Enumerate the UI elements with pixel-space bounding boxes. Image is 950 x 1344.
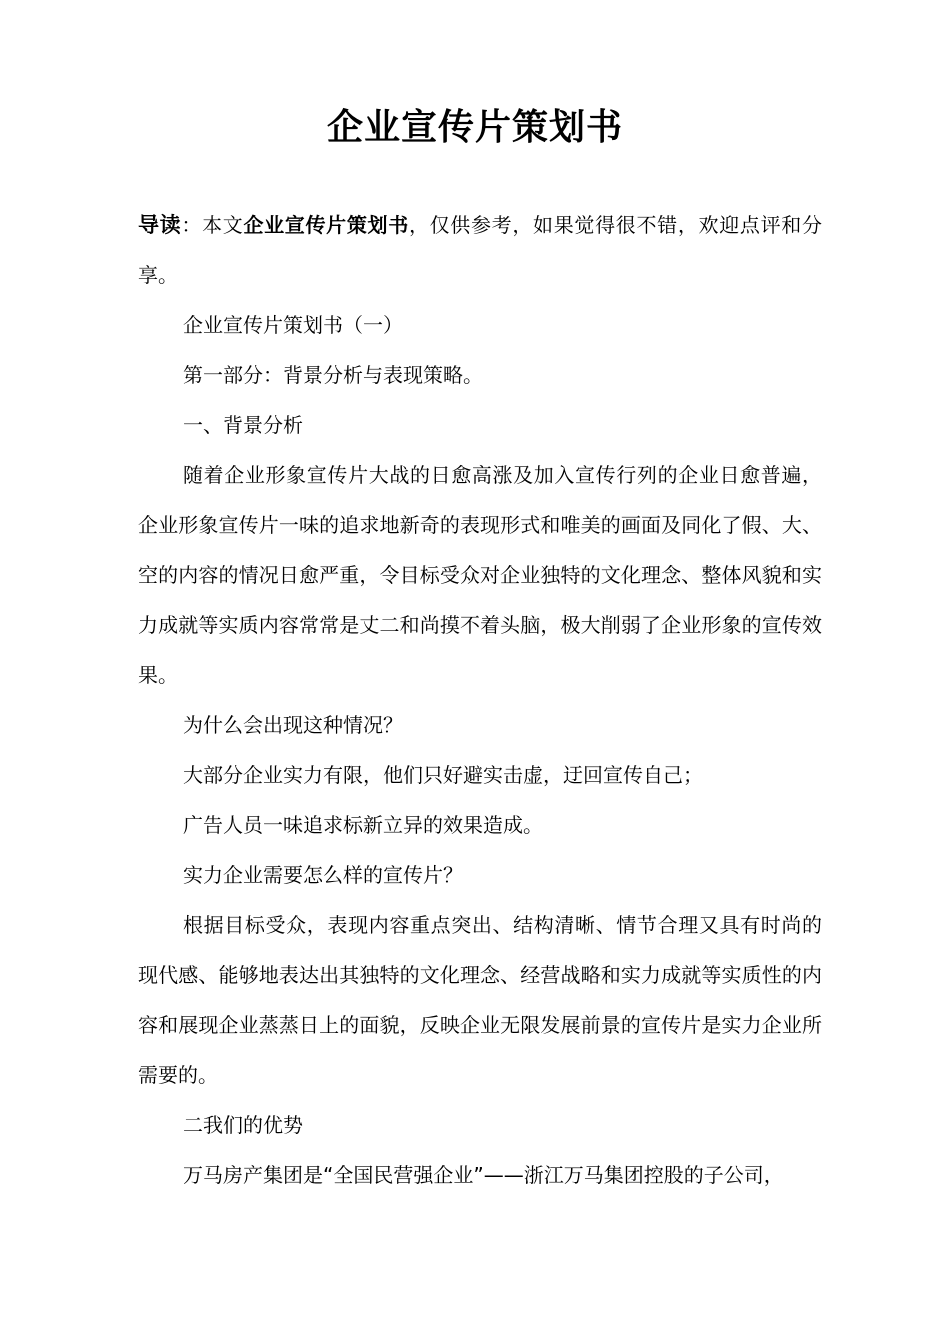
body-paragraph: 为什么会出现这种情况？: [183, 713, 403, 737]
lead-label: 导读: [138, 213, 182, 237]
document-title: 企业宣传片策划书: [326, 107, 623, 148]
body-paragraph: 广告人员一味追求标新立异的效果造成。: [183, 813, 543, 837]
lead-prefix: 本文: [202, 213, 244, 237]
body-paragraph: 大部分企业实力有限，他们只好避实击虚，迂回宣传自己；: [183, 763, 703, 787]
body-paragraph: 根据目标受众，表现内容重点突出、结构清晰、情节合理又具有时尚的现代感、能够地表达出其独特的文化理念、经营战略和实力成就等实质性的内容和展现企业蒸蒸日上的面貌，反映企业无限发展前景的宣传片是实力企业所需要的。: [138, 913, 822, 1087]
section-heading: 企业宣传片策划书（一）: [183, 313, 403, 337]
part-heading: 第一部分：背景分析与表现策略。: [183, 363, 483, 387]
body-paragraph: 实力企业需要怎么样的宣传片？: [183, 863, 463, 887]
subsection-heading: 一、背景分析: [183, 413, 303, 437]
document-body: [138, 200, 822, 1200]
lead-bold-term: 企业宣传片策划书: [243, 213, 409, 237]
lead-suffix: ，仅供参考，如果觉得很不错，欢迎点评和分享。: [138, 213, 822, 287]
lead-paragraph: [138, 200, 822, 300]
lead-colon: ：: [181, 213, 203, 237]
body-paragraph: 随着企业形象宣传片大战的日愈高涨及加入宣传行列的企业日愈普遍，企业形象宣传片一味的追求地新奇的表现形式和唯美的画面及同化了假、大、空的内容的情况日愈严重，令目标受众对企业独特的文化理念、整体风貌和实力成就等实质内容常常是丈二和尚摸不着头脑，极大削弱了企业形象的宣传效果。: [138, 463, 822, 687]
body-paragraph: 万马房产集团是“全国民营强企业”——浙江万马集团控股的子公司，: [183, 1163, 784, 1187]
subsection-heading: 二我们的优势: [183, 1113, 303, 1137]
